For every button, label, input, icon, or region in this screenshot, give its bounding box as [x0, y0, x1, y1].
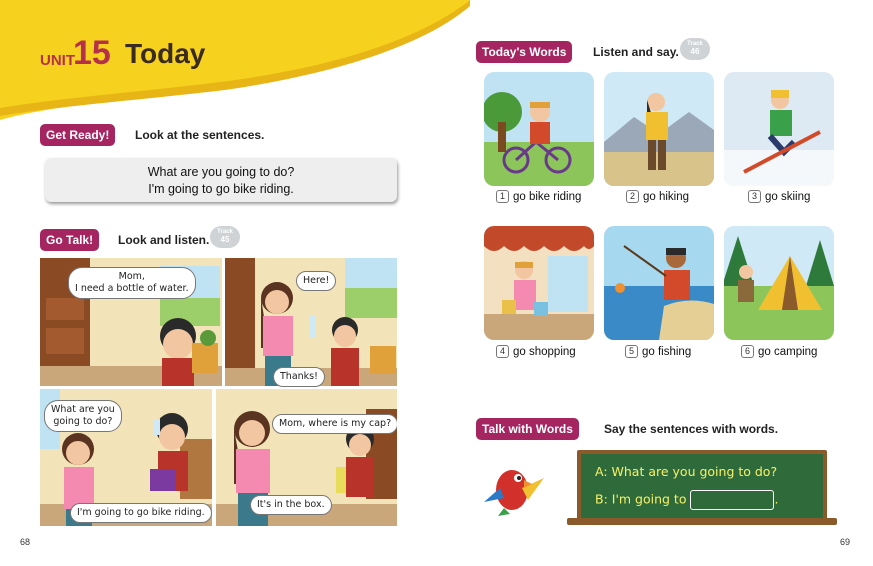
word-label [496, 345, 576, 358]
skiing-illustration [724, 72, 834, 186]
word-number: 2 [626, 190, 639, 203]
track-number: 46 [690, 47, 700, 56]
speech-bubble: What are you going to do? [44, 400, 122, 432]
dialogue-line-b-period: . [774, 491, 779, 507]
word-number: 5 [625, 345, 638, 358]
todays-words-tag: Today's Words [476, 41, 572, 63]
comic-strip [40, 258, 397, 526]
parrot-icon [482, 458, 552, 516]
word-text: go camping [758, 345, 818, 358]
dialogue-line-b-text: B: I'm going to [595, 491, 687, 507]
bike-riding-illustration [484, 72, 594, 186]
word-text: go bike riding [513, 190, 582, 203]
word-text: go fishing [642, 345, 692, 358]
chalkboard-ledge [567, 518, 837, 525]
go-talk-instruction: Look and listen. [118, 233, 210, 247]
track-number: 45 [220, 235, 230, 244]
track-label: Track [687, 41, 703, 47]
speech-bubble: Mom, I need a bottle of water. [68, 267, 196, 299]
audio-track-button[interactable] [210, 226, 240, 248]
fishing-illustration [604, 226, 714, 340]
track-label: Track [217, 229, 233, 235]
chalkboard [577, 450, 827, 523]
word-card-shopping [484, 226, 594, 340]
word-card-hiking [604, 72, 714, 186]
camping-illustration [724, 226, 834, 340]
shopping-illustration [484, 226, 594, 340]
word-card-bike-riding [484, 72, 594, 186]
unit-number: 15 [73, 34, 111, 72]
word-card-camping [724, 226, 834, 340]
get-ready-tag: Get Ready! [40, 124, 115, 146]
get-ready-instruction: Look at the sentences. [135, 128, 265, 142]
speech-bubble: I'm going to go bike riding. [70, 503, 212, 523]
word-text: go hiking [643, 190, 690, 203]
speech-bubble: Mom, where is my cap? [272, 414, 397, 434]
word-label [626, 190, 689, 203]
word-label [625, 345, 691, 358]
word-number: 6 [741, 345, 754, 358]
audio-track-button[interactable] [680, 38, 710, 60]
page-number-left: 68 [20, 537, 31, 547]
answer-blank[interactable] [690, 490, 774, 510]
go-talk-tag: Go Talk! [40, 229, 99, 251]
unit-label: UNIT [40, 52, 75, 69]
talk-with-words-instruction: Say the sentences with words. [604, 422, 779, 436]
page-title: Today [125, 38, 206, 69]
word-label [741, 345, 817, 358]
word-label [748, 190, 810, 203]
speech-bubble: Thanks! [273, 367, 325, 387]
page-number-right: 69 [840, 537, 851, 547]
word-card-fishing [604, 226, 714, 340]
word-number: 4 [496, 345, 509, 358]
dialogue-line-a: A: What are you going to do? [595, 464, 778, 479]
word-text: go shopping [513, 345, 576, 358]
talk-with-words-tag: Talk with Words [476, 418, 579, 440]
todays-words-instruction: Listen and say. [593, 45, 679, 59]
word-card-skiing [724, 72, 834, 186]
word-number: 1 [496, 190, 509, 203]
word-text: go skiing [765, 190, 811, 203]
dialogue-line-b [595, 490, 778, 510]
sentence-box [45, 158, 397, 202]
sentence-line: I'm going to go bike riding. [148, 182, 294, 196]
word-number: 3 [748, 190, 761, 203]
word-label [496, 190, 581, 203]
sentence-line: What are you going to do? [147, 165, 295, 179]
speech-bubble: Here! [296, 271, 336, 291]
hiking-illustration [604, 72, 714, 186]
speech-bubble: It's in the box. [250, 495, 332, 515]
